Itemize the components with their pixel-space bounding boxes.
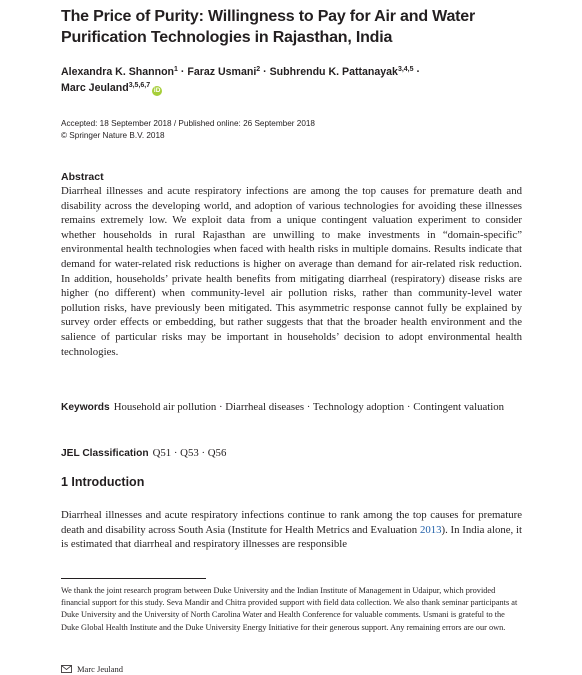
acknowledgement-footnote: We thank the joint research program between Duke University and the Indian Institute of Management in Udaipur, which provided financial support for this study. Seva Mandir and Chitra provided support with field data collection. We also thank seminar participants at Duke University and the University of North Carolina Water and Health Conference for valuable comments. Usmani is grateful to the Duke Global Health Institute and the Duke University Energy Initiative for their generous support. Any remaining errors are our own. xyxy=(61,586,518,632)
footnote-divider xyxy=(61,578,206,579)
jel-classification xyxy=(61,446,226,462)
author-list xyxy=(61,64,531,96)
author-separator: · xyxy=(263,66,267,78)
author-name[interactable]: Subhrendu K. Pattanayak xyxy=(269,66,398,78)
corresponding-author xyxy=(61,663,123,675)
author-separator: · xyxy=(416,66,421,78)
author-affiliation: 3,4,5 xyxy=(397,66,414,73)
abstract-heading: Abstract xyxy=(61,171,104,183)
corresponding-author-name[interactable]: Marc Jeuland xyxy=(77,664,124,674)
publication-dates xyxy=(61,118,315,142)
author-name[interactable]: Alexandra K. Shannon xyxy=(61,66,175,78)
author-affiliation: 2 xyxy=(256,66,261,73)
author-name[interactable]: Marc Jeuland xyxy=(61,82,129,94)
envelope-icon[interactable] xyxy=(61,665,72,673)
author-affiliation: 3,5,6,7 xyxy=(128,82,151,89)
intro-text-part: ). In India alone, it is estimated that diarrheal and respiratory illnesses are responsible xyxy=(61,523,522,551)
author-separator: · xyxy=(180,66,185,78)
author-name[interactable]: Faraz Usmani xyxy=(187,66,257,78)
jel-codes: Q51 · Q53 · Q56 xyxy=(152,447,227,459)
keywords xyxy=(61,400,522,416)
article-title: The Price of Purity: Willingness to Pay for Air and Water Purification Technologies in Rajasthan, India xyxy=(61,8,476,46)
keywords-text: Household air pollution · Diarrheal diseases · Technology adoption · Contingent valuation xyxy=(113,401,505,413)
section-heading-introduction: 1 Introduction xyxy=(61,475,145,489)
jel-label: JEL Classification xyxy=(61,448,149,459)
copyright-line: © Springer Nature B.V. 2018 xyxy=(61,131,165,140)
introduction-text xyxy=(61,508,522,552)
keywords-label: Keywords xyxy=(61,402,110,413)
received-accepted-dates: Accepted: 18 September 2018 / Published online: 26 September 2018 xyxy=(61,119,315,128)
intro-text-part: Diarrheal illnesses and acute respiratory infections continue to rank among the top causes for premature death and disability across South Asia (Institute for Health Metrics and Evaluation xyxy=(61,509,522,536)
author-affiliation: 1 xyxy=(174,66,178,73)
citation-link[interactable]: 2013 xyxy=(419,523,442,536)
abstract-text: Diarrheal illnesses and acute respiratory infections are among the top causes for premature death and disability across the developing world, and adoption of various technologies for avoiding these illnesses remains extremely low. We exploit data from a unique contingent valuation experiment to consider whether households in rural Rajasthan are unwilling to make investments in “domain-specific” environmental health technologies when faced with health risks in multiple domains. Results indicate that demand for water-related risk reductions is higher on average than demand for air-related risk reduction. In addition, households’ private health benefits from mitigating diarrheal (respiratory) disease risks are higher (no different) when community-level air pollution risks, rather than community-level water pollution risks, have previously been mitigated. This asymmetric response cannot fully be explained by survey order effects or embedding, but rather suggests that that the broader health environment and the salience of particular risks may be important in households’ decision to adopt environmental health technologies. xyxy=(61,185,522,358)
orcid-icon[interactable]: iD xyxy=(153,87,161,94)
